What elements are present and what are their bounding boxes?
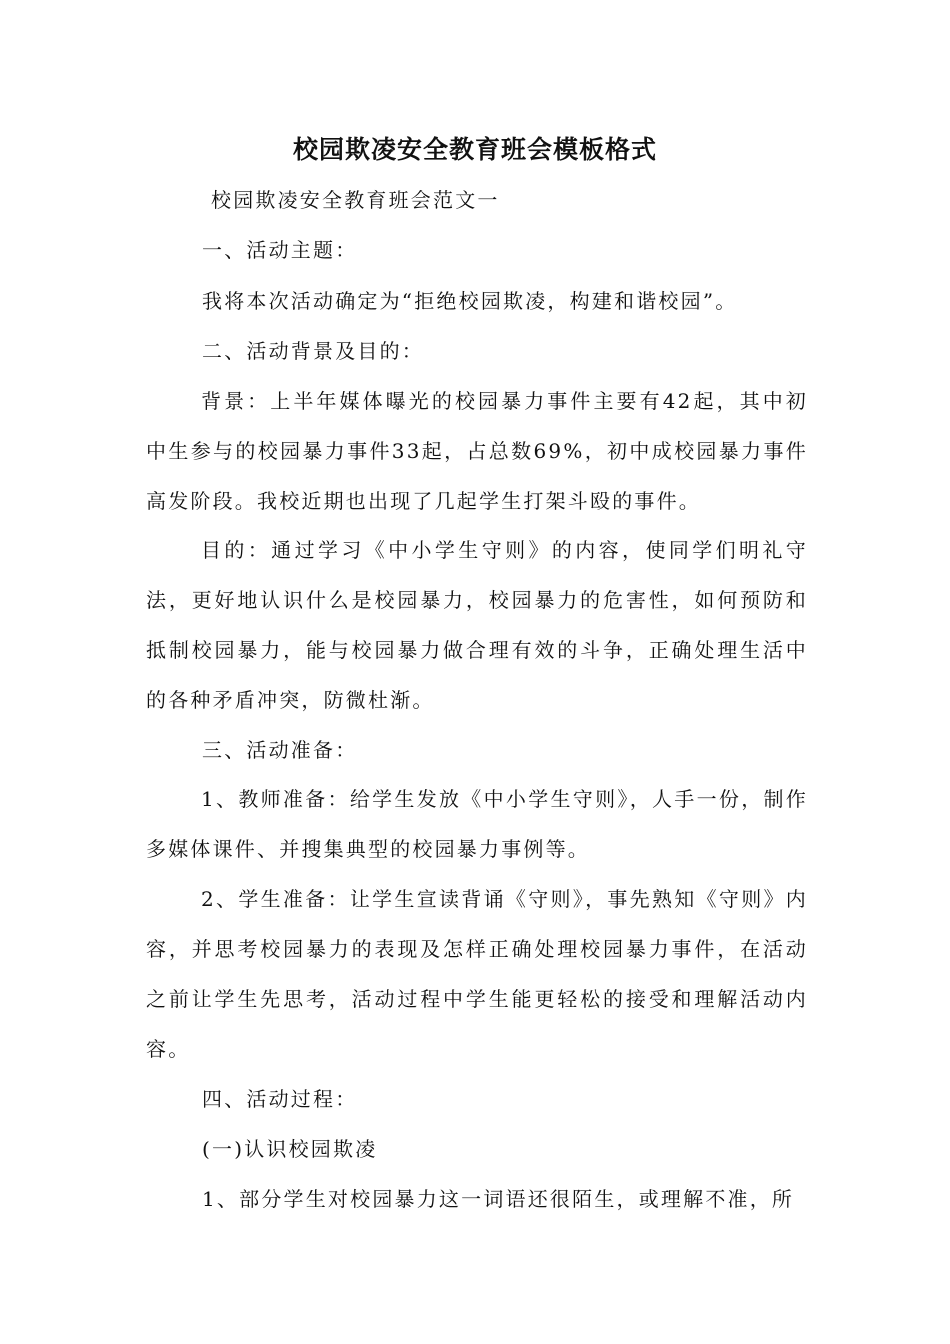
section-3-heading: 三、活动准备：	[202, 738, 358, 762]
section-4-heading: 四、活动过程：	[202, 1087, 358, 1111]
section-1-heading: 一、活动主题：	[202, 238, 358, 262]
subsection-heading: (一)认识校园欺凌	[202, 1137, 378, 1161]
item-1-text: 1、部分学生对校园暴力这一词语还很陌生，或理解不准，所	[202, 1187, 795, 1211]
section-1-text: 我将本次活动确定为“拒绝校园欺凌，构建和谐校园”。	[202, 289, 738, 313]
document-subtitle: 校园欺凌安全教育班会范文一	[211, 188, 500, 212]
background-paragraph: 背景：上半年媒体曝光的校园暴力事件主要有42起，其中初中生参与的校园暴力事件33起，占总数69%，初中成校园暴力事件高发阶段。我校近期也出现了几起学生打架斗殴的事件。	[146, 389, 808, 513]
student-prep-paragraph: 2、学生准备：让学生宣读背诵《守则》，事先熟知《守则》内容，并思考校园暴力的表现及怎样正确处理校园暴力事件，在活动之前让学生先思考，活动过程中学生能更轻松的接受和理解活动内容。	[146, 887, 808, 1061]
document-title: 校园欺凌安全教育班会模板格式	[292, 135, 657, 164]
section-2-heading: 二、活动背景及目的：	[202, 339, 424, 363]
teacher-prep-paragraph: 1、教师准备：给学生发放《中小学生守则》，人手一份，制作多媒体课件、并搜集典型的校园暴力事例等。	[146, 787, 808, 861]
purpose-paragraph: 目的：通过学习《中小学生守则》的内容，使同学们明礼守法，更好地认识什么是校园暴力，校园暴力的危害性，如何预防和抵制校园暴力，能与校园暴力做合理有效的斗争，正确处理生活中的各种矛盾冲突，防微杜渐。	[146, 538, 808, 712]
